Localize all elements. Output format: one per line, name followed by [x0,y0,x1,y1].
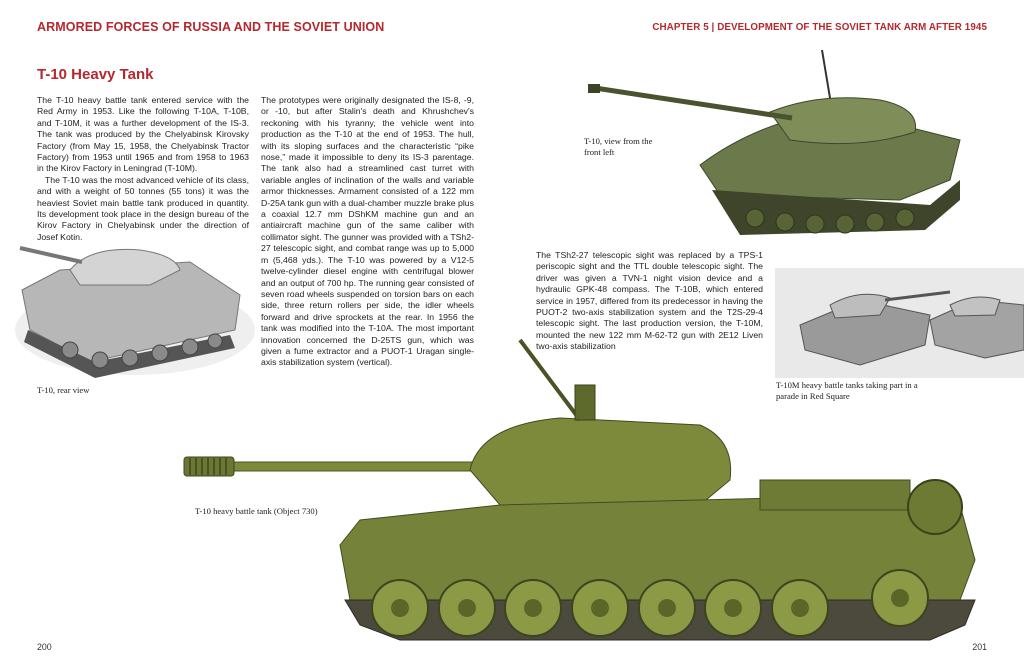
photo-parade-red-square [775,268,1024,378]
paragraph: The prototypes were originally designated the IS-8, -9, or -10, but after Stalin's death and Khrushchev's reckoning with his tyranny, the vehicle went into production as the T-10 at the end of 1953. The hull, with its sloping surfaces and the characteristic “pike nose,” made it impossible to deny its IS-3 parentage. The tank also had a streamlined cast turret with variable angles of inclination of the walls and variable armor thicknesses. Armament consisted of a 122 mm D-25A tank gun with a dual-chamber muzzle brake plus a coaxial 12.7 mm DShKM machine gun and an antiaircraft machine gun of the same caliber with collimator sight. The gunner was provided with a TSh2-27 telescopic sight, and combat range was up to 5,000 m (5,468 yds.). The T-10 was powered by a V12-5 twelve-cylinder diesel engine with centrifugal blower and an output of 700 hp. The running gear consisted of seven road wheels suspended on torsion bars on each side, three return rollers per side, the idler wheels forward and drive sprockets at the rear. In 1956 the tank was modified into the T-10A. The most important innovation concerned the D-25TS gun, which was given a fume extractor and a PUOT-1 Uragan single-axis stabilization system (vertical). [261,95,474,368]
running-header-right: CHAPTER 5 | DEVELOPMENT OF THE SOVIET TANK ARM AFTER 1945 [652,22,987,33]
caption-main-tank: T-10 heavy battle tank (Object 730) [195,506,318,516]
caption-parade-line-2: parade in Red Square [776,391,850,401]
caption-front-left-line-1: T-10, view from the [584,136,653,146]
caption-rear-view: T-10, rear view [37,385,90,395]
caption-front-left-line-2: front left [584,147,615,157]
section-title: T-10 Heavy Tank [37,66,154,83]
page-number-right: 201 [972,642,987,652]
photo-rear-view [15,248,255,378]
paragraph: The T-10 heavy battle tank entered service with the Red Army in 1953. Like the following T-10A, T-10B, and T-10M, it was a further development of the IS-3. The tank was produced by the Chelyabinsk Kirovsky Factory (from May 15, 1958, the Chelyabinsk Tractor Factory) from 1953 until 1965 and from 1958 to 1963 in the Kirov Factory in Leningrad (T-10M). [37,95,249,174]
running-header-left: ARMORED FORCES OF RUSSIA AND THE SOVIET UNION [37,20,385,34]
page-number-left: 200 [37,642,52,652]
paragraph: The T-10 was the most advanced vehicle of its class, and with a weight of 50 tonnes (55 tons) it was the heaviest Soviet main battle tank produced in quantity. Its development took place in the design bureau of the Kirov Factory in Chelyabinsk under the direction of Josef Kotin. [37,174,249,242]
paragraph: The TSh2-27 telescopic sight was replaced by a TPS-1 periscopic sight and the TTL double telescopic sight. The driver was given a TVN-1 night vision device and a hydraulic GPK-48 compass. The T-10B, which entered service in 1957, differed from its predecessor in having the PUOT-2 two-axis stabilization system and the T2S-29-4 telescopic sight. The last production version, the T-10M, mounted the new 122 mm M-62-T2 gun with 2E12 Liven two-axis stabilization [536,250,763,352]
caption-parade-line-1: T-10M heavy battle tanks taking part in a [776,380,918,390]
